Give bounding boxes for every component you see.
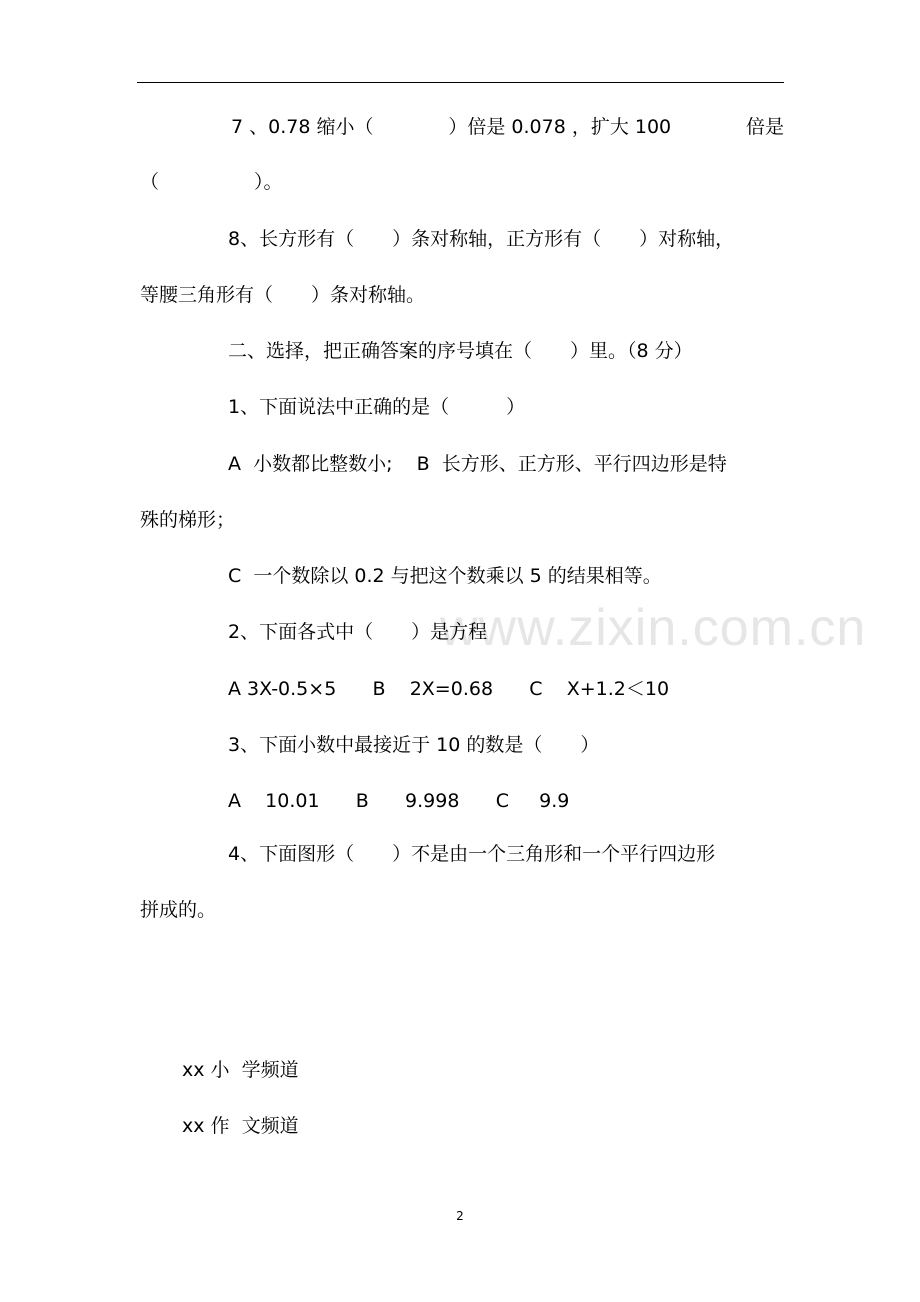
s2-q2-options: A 3X-0.5×5 B 2X=0.68 C X+1.2＜10: [228, 678, 670, 700]
s2-q4-stem: 4、下面图形（ ）不是由一个三角形和一个平行四边形: [228, 843, 716, 865]
q7-part-a: 7 、0.78 缩小（: [231, 116, 374, 138]
s2-q3-options: A 10.01 B 9.998 C 9.9: [228, 790, 570, 812]
q7-line1: [231, 115, 784, 139]
s2-q1-options-line1: A 小数都比整数小; B 长方形、正方形、平行四边形是特: [228, 453, 727, 475]
s2-q1-option-c: C 一个数除以 0.2 与把这个数乘以 5 的结果相等。: [228, 565, 662, 587]
header-rule: [137, 82, 784, 83]
page-number: 2: [456, 1209, 464, 1223]
s2-q1-stem: 1、下面说法中正确的是（ ）: [228, 396, 526, 418]
q8-line2: 等腰三角形有（ ）条对称轴。: [140, 284, 426, 306]
q7-part-b: ）倍是 0.078 ，扩大 100: [448, 116, 672, 138]
watermark: www.zixin.com.cn: [440, 599, 867, 657]
section2-heading: 二、选择，把正确答案的序号填在（ ）里。（8 分）: [228, 340, 693, 362]
s2-q4-stem-line2: 拼成的。: [140, 899, 217, 921]
q7-part-c: 倍是: [745, 116, 784, 138]
s2-q2-stem: 2、下面各式中（ ）是方程: [228, 621, 488, 643]
q8-line1: 8、长方形有（ ）条对称轴，正方形有（ ）对称轴，: [228, 228, 735, 250]
s2-q3-stem: 3、下面小数中最接近于 10 的数是（ ）: [228, 734, 600, 756]
channel-link-primary-school[interactable]: xx 小 学频道: [182, 1059, 299, 1081]
s2-q1-options-line2: 殊的梯形；: [140, 509, 236, 531]
q7-line2: （ ）。: [140, 171, 283, 193]
channel-link-composition[interactable]: xx 作 文频道: [182, 1115, 299, 1137]
